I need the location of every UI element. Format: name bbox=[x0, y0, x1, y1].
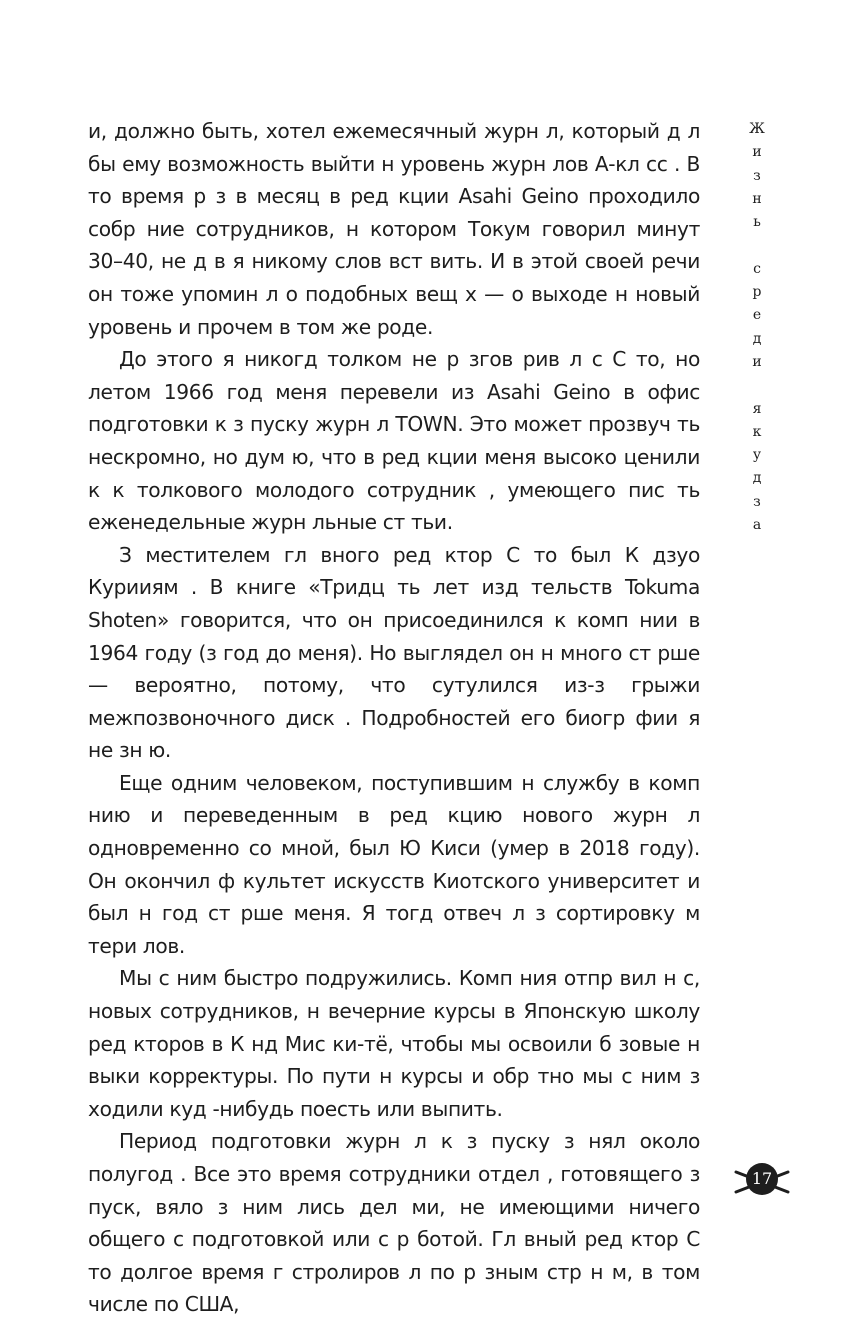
running-head-char: к bbox=[752, 423, 762, 440]
paragraph-4: Еще одним человеком, поступившим н службу в комп нию и переведенным в ред кцию нового журн л одновременно со мной, был Ю Киси (умер в 2018 году). Он окончил ф культет искусств Киотского университет и был н год ст рше меня. Я тогд отвеч л з сортировку м тери лов. bbox=[88, 770, 700, 958]
running-head-char: з bbox=[753, 167, 761, 184]
running-head-char: с bbox=[753, 260, 761, 277]
paragraph-5: Мы с ним быстро подружились. Комп ния отпр вил н с, новых сотрудников, н вечерние курсы в Японскую школу ред кторов в К нд Мис ки-тё, чтобы мы освоили б зовые н выки корректуры. По пути н курсы и обр тно мы с ним з ходили куд -нибудь поесть или выпить. bbox=[88, 966, 700, 1121]
paragraph-2: До этого я никогд толком не р згов рив л с С то, но летом 1966 год меня перевели из Asahi Geino в офис подготовки к з пуску журн л TOWN. Это может прозвуч ть нескромно, но дум ю, что в ред кции меня высоко ценили к к толкового молодого сотрудник , умеющего пис ть еженедельные журн льные ст тьи. bbox=[88, 347, 700, 535]
paragraph-3: З местителем гл вного ред ктор С то был К дзуо Курииям . В книге «Тридц ть лет изд тельств Tokuma Shoten» говорится, что он присоединился к комп нии в 1964 году (з год до меня). Но выглядел он н много ст рше — вероятно, потому, что сутулился из-з грыжи межпозвоночного диск . Подробностей его биогр фии я не зн ю. bbox=[88, 542, 700, 763]
paragraph-6: Период подготовки журн л к з пуску з нял около полугод . Все это время сотрудники отдел , готовящего з пуск, вяло з ним лись дел ми, не имеющими ничего общего с подготовкой или с р ботой. Гл вный ред ктор С то долгое время г стролиров л по р зным стр н м, в том числе по США, bbox=[88, 1129, 700, 1317]
running-head-char: р bbox=[752, 284, 762, 301]
running-head-char: у bbox=[752, 447, 762, 464]
paragraph-1: и, должно быть, хотел ежемесячный журн л, который д л бы ему возможность выйти н уровень журн лов А-кл сс . В то время р з в месяц в ред кции Asahi Geino проходило собр ние сотрудников, н котором Токум говорил минут 30–40, не д в я никому слов вст вить. И в этой своей речи он тоже упомин л о подобных вещ х — о выходе н новый уровень и прочем в том же роде. bbox=[88, 119, 700, 339]
main-text bbox=[88, 115, 700, 1321]
page-number: 17 bbox=[751, 1169, 773, 1188]
running-head-char bbox=[748, 234, 766, 257]
running-head-char: н bbox=[752, 190, 762, 207]
running-head-char: д bbox=[752, 330, 762, 347]
running-head-char bbox=[748, 374, 766, 397]
running-head-char: и bbox=[752, 144, 762, 161]
running-head-char: я bbox=[752, 400, 762, 417]
page-number-badge bbox=[730, 1158, 794, 1204]
running-head-char: ь bbox=[753, 214, 761, 231]
running-head bbox=[748, 118, 766, 537]
running-head-char: Ж bbox=[749, 121, 765, 137]
running-head-char: а bbox=[752, 517, 762, 534]
running-head-char: д bbox=[752, 470, 762, 487]
running-head-char: е bbox=[752, 307, 762, 324]
running-head-char: и bbox=[752, 353, 762, 370]
running-head-char: з bbox=[753, 493, 761, 510]
